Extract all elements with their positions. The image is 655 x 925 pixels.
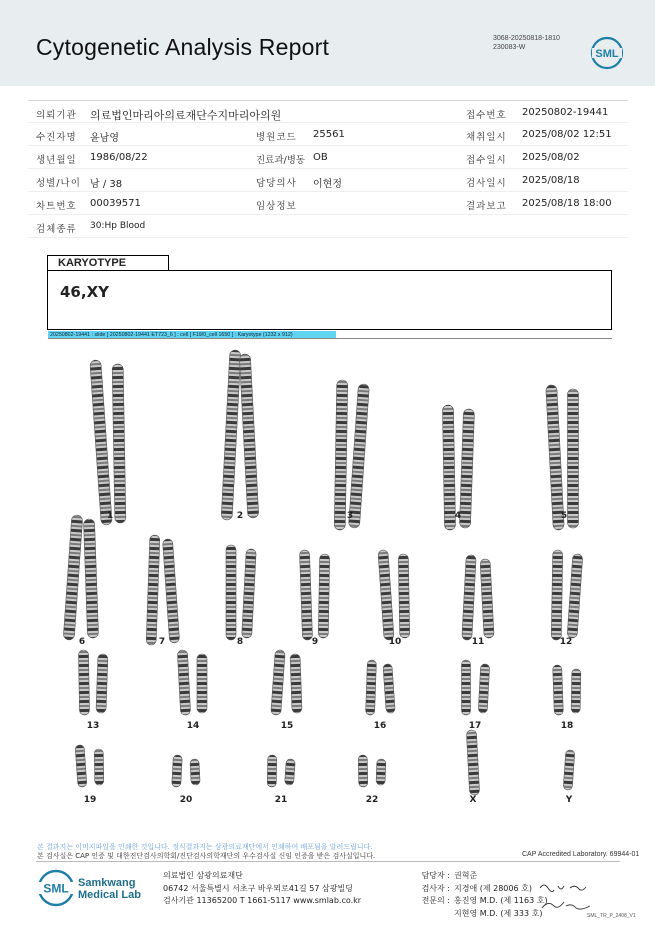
staff-name: 홍진영 M.D. (제 1163 호) xyxy=(454,896,548,905)
sml-logo-icon xyxy=(590,36,624,70)
chromosome-label: 4 xyxy=(454,511,462,521)
footer-logo-abbr: SML xyxy=(43,881,69,896)
karyotype-label: KARYOTYPE xyxy=(47,255,169,271)
chromosome-15 xyxy=(271,650,286,716)
logo-text: SML xyxy=(595,48,619,60)
chromosome-label: 9 xyxy=(311,637,319,647)
staff-list xyxy=(414,870,548,920)
dept-label: 진료과/병동 xyxy=(256,155,306,166)
chromosome-label: 3 xyxy=(346,511,354,521)
info-row xyxy=(28,100,628,123)
footer-divider xyxy=(36,861,620,862)
cap-accreditation: CAP Accredited Laboratory. 69944-01 xyxy=(522,851,640,858)
lab-contact: 검사기관 11365200 T 1661-5117 www.smlab.co.kr xyxy=(163,896,362,905)
chromosome-22 xyxy=(376,759,386,785)
slide-divider xyxy=(48,338,612,339)
staff-row xyxy=(414,908,548,921)
report-value: 2025/08/18 18:00 xyxy=(522,198,612,209)
chart-no-label: 차트번호 xyxy=(36,201,77,212)
receipt-no-value: 20250802-19441 xyxy=(522,107,609,118)
chromosome-1 xyxy=(90,360,112,525)
staff-name: 지경애 (제 28006 호) xyxy=(454,883,532,893)
dob-label: 생년월일 xyxy=(36,155,77,166)
karyotype-value: 46,XY xyxy=(60,283,109,301)
doc-id-line1: 3068-20250818-1810 xyxy=(493,35,560,42)
chromosome-label: 5 xyxy=(560,511,568,521)
chromosome-13 xyxy=(96,654,108,713)
chromosome-Y xyxy=(563,750,575,791)
chromosome-label: 17 xyxy=(468,721,482,731)
chromosome-1 xyxy=(112,364,126,523)
collection-label: 채취일시 xyxy=(466,132,507,143)
karyotype-box xyxy=(47,270,612,330)
staff-row xyxy=(414,870,548,883)
chromosome-16 xyxy=(383,664,395,714)
form-code: SML_TR_P_2408_V1 xyxy=(587,913,636,919)
logo-line1: Samkwang xyxy=(78,877,136,889)
staff-row xyxy=(414,895,548,908)
chromosome-4 xyxy=(442,405,455,530)
info-row xyxy=(28,192,628,215)
chromosome-11 xyxy=(462,555,476,640)
samkwang-logo-text xyxy=(78,877,141,901)
chromosome-2 xyxy=(221,350,244,521)
chromosome-group xyxy=(63,350,583,795)
chromosome-8 xyxy=(242,549,257,638)
chromosome-label: 8 xyxy=(236,637,244,647)
chromosome-label: 15 xyxy=(280,721,294,731)
chromosome-7 xyxy=(162,539,179,643)
chromosome-label: 10 xyxy=(388,637,402,647)
doc-id-line2: 230083-W xyxy=(493,44,526,51)
chromosome-3 xyxy=(348,384,369,528)
dob-value: 1986/08/22 xyxy=(90,152,148,163)
lab-name: 의료법인 삼광의료재단 xyxy=(163,871,243,880)
chromosome-13 xyxy=(78,650,89,715)
chromosome-19 xyxy=(94,749,104,785)
chromosome-5 xyxy=(568,389,579,528)
chromosome-14 xyxy=(197,654,207,713)
chromosome-label: 6 xyxy=(78,637,86,647)
chromosome-4 xyxy=(459,409,474,528)
chromosome-12 xyxy=(551,550,563,640)
chromosome-label: 18 xyxy=(560,721,574,731)
chromosome-20 xyxy=(172,755,183,787)
staff-label: 전문의 : xyxy=(421,896,450,905)
document-id xyxy=(493,34,560,52)
doctor-label: 담당의사 xyxy=(256,178,297,189)
chromosome-14 xyxy=(177,650,190,715)
chromosome-label: 13 xyxy=(86,721,100,731)
chromosome-18 xyxy=(553,665,564,715)
logo-line2: Medical Lab xyxy=(78,889,141,901)
lab-street: 06742 서울특별시 서초구 바우뫼로41길 57 삼광빌딩 xyxy=(163,883,353,893)
specimen-value: 30:Hp Blood xyxy=(90,221,146,231)
chromosome-20 xyxy=(190,759,200,785)
chromosome-label: 22 xyxy=(365,795,379,805)
chromosome-10 xyxy=(398,554,409,638)
staff-row xyxy=(414,883,548,896)
chromosome-6 xyxy=(63,515,83,640)
chromosome-label: 16 xyxy=(373,721,387,731)
institution-label: 의뢰기관 xyxy=(36,110,77,121)
lab-address xyxy=(163,870,361,908)
chromosome-12 xyxy=(567,554,583,638)
chromosome-11 xyxy=(480,559,494,638)
chromosome-8 xyxy=(226,545,236,640)
chromosome-19 xyxy=(75,745,87,788)
receipt-date-value: 2025/08/02 xyxy=(522,152,580,163)
test-date-value: 2025/08/18 xyxy=(522,175,580,186)
dept-value: OB xyxy=(313,152,328,163)
staff-name: 지현영 M.D. (제 333 호) xyxy=(454,908,543,918)
chromosome-21 xyxy=(285,759,296,786)
chromosome-2 xyxy=(239,354,259,518)
staff-label: 담당자 : xyxy=(421,871,450,880)
report-label: 결과보고 xyxy=(466,201,507,212)
footer-note-image: 본 결과지는 이미지파일을 인쇄한 것입니다. 정식결과지는 삼광의료재단에서 인쇄하여 배포됨을 알려드립니다. xyxy=(37,843,373,851)
chromosome-6 xyxy=(83,519,98,638)
karyogram-image xyxy=(0,340,655,810)
chromosome-21 xyxy=(267,755,277,787)
patient-label: 수진자명 xyxy=(36,132,77,143)
sex-age-label: 성별/나이 xyxy=(36,178,81,189)
clinical-label: 임상정보 xyxy=(256,201,297,212)
info-row xyxy=(28,123,628,146)
chromosome-label: Y xyxy=(565,795,573,805)
chromosome-label: 11 xyxy=(471,637,485,647)
chromosome-18 xyxy=(571,669,581,713)
chromosome-3 xyxy=(334,380,348,530)
footer-note-cap: 본 검사실은 CAP 인증 및 대한진단검사의학회/진단검사의학재단의 우수검사실 신임 인증을 받은 검사실입니다. xyxy=(37,852,376,860)
institution-value: 의료법인마리아의료재단수지마리아의원 xyxy=(90,109,282,122)
chromosome-9 xyxy=(299,550,312,640)
receipt-no-label: 접수번호 xyxy=(466,110,507,121)
test-date-label: 검사일시 xyxy=(466,178,507,189)
chromosome-label: 12 xyxy=(559,637,573,647)
report-header xyxy=(0,0,655,86)
chromosome-16 xyxy=(366,660,377,715)
chromosome-label: 19 xyxy=(83,795,97,805)
receipt-date-label: 접수일시 xyxy=(466,155,507,166)
chromosome-label: 20 xyxy=(179,795,193,805)
chromosome-label: 7 xyxy=(158,637,166,647)
staff-label: 검사자 : xyxy=(421,883,450,893)
chromosome-5 xyxy=(546,385,568,530)
chromosome-label: X xyxy=(469,795,477,805)
signature-icon xyxy=(536,876,596,916)
staff-name: 권혁준 xyxy=(454,871,478,880)
chromosome-17 xyxy=(478,664,490,713)
chromosome-10 xyxy=(378,550,394,640)
doctor-value: 이현정 xyxy=(313,179,342,190)
hospital-code-value: 25561 xyxy=(313,129,345,140)
info-row xyxy=(28,215,628,238)
chart-no-value: 00039571 xyxy=(90,198,141,209)
chromosome-label: 2 xyxy=(236,511,244,521)
info-row xyxy=(28,169,628,192)
chromosome-17 xyxy=(462,660,471,715)
hospital-code-label: 병원코드 xyxy=(256,132,297,143)
info-row xyxy=(28,146,628,169)
chromosome-X xyxy=(466,730,479,795)
specimen-label: 검체종류 xyxy=(36,224,77,235)
chromosome-22 xyxy=(358,755,368,787)
slide-info: 20250802-19441 : slide [ 20250802-19441 ET723_6 ] : cell [ F19/0_cell 1650 ] : Karyotype (1232 x 912) xyxy=(48,331,336,339)
patient-value: 윤남영 xyxy=(90,133,119,144)
chromosome-label: 21 xyxy=(274,795,288,805)
report-title: Cytogenetic Analysis Report xyxy=(36,34,330,60)
chromosome-label: 1 xyxy=(106,511,114,521)
collection-value: 2025/08/02 12:51 xyxy=(522,129,612,140)
sex-age-value: 남 / 38 xyxy=(90,179,123,190)
chromosome-7 xyxy=(146,535,160,645)
chromosome-15 xyxy=(290,654,302,713)
chromosome-label: 14 xyxy=(186,721,200,731)
chromosome-9 xyxy=(318,554,329,638)
